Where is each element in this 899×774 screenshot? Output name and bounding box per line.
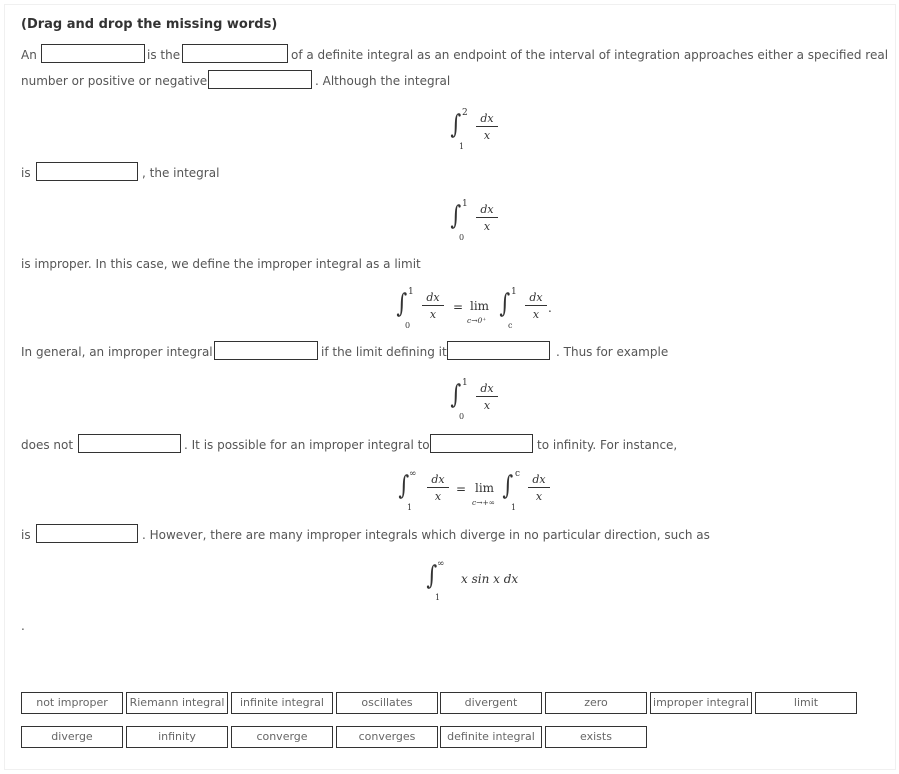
formula-integral-0-1: ∫ 1 0 $\frac{dx}{x}$: [449, 199, 509, 243]
formula-x-sin-x: ∫ ∞ 1 x sin x dx: [426, 559, 519, 602]
text-an: An: [21, 48, 37, 62]
text-in-general: In general, an improper integral: [21, 345, 213, 359]
formula-limit-definition: ∫ 1 0 $\frac{dx}{x}$ = lim c→0⁺ ∫ 1 c $\frac{dx}{x}$ .: [396, 287, 552, 330]
drop-box-6[interactable]: [447, 341, 550, 360]
formula-integral-0-1-example: ∫ 1 0 $\frac{dx}{x}$: [449, 378, 509, 422]
word-chip-diverge[interactable]: diverge: [21, 726, 123, 748]
word-chip-exists[interactable]: exists: [545, 726, 647, 748]
word-chip-converges[interactable]: converges: [336, 726, 438, 748]
drop-box-4[interactable]: [36, 162, 138, 181]
text-of-definite-integral: of a definite integral as an endpoint of the interval of integration approaches either a specified real: [291, 48, 889, 62]
word-chip-infinite-integral[interactable]: infinite integral: [231, 692, 333, 714]
word-chip-zero[interactable]: zero: [545, 692, 647, 714]
question-title: (Drag and drop the missing words): [21, 17, 278, 32]
text-is-the: is the: [147, 48, 181, 62]
word-chip-improper-integral[interactable]: improper integral: [650, 692, 752, 714]
text-trailing-period: .: [21, 619, 25, 633]
drop-box-3[interactable]: [208, 70, 312, 89]
text-although: . Although the integral: [315, 74, 451, 88]
text-the-integral: , the integral: [142, 166, 220, 180]
text-does-not: does not: [21, 438, 74, 452]
formula-infinite-limit: ∫ ∞ 1 $\frac{dx}{x}$ = lim c→+∞ ∫ c 1 $\frac{dx}{x}$: [397, 469, 567, 513]
text-is-2: is: [21, 528, 31, 542]
drop-box-7[interactable]: [78, 434, 181, 453]
text-is-improper: is improper. In this case, we define the improper integral as a limit: [21, 257, 421, 271]
word-chip-definite-integral[interactable]: definite integral: [440, 726, 542, 748]
drop-box-1[interactable]: [41, 44, 145, 63]
word-chip-divergent[interactable]: divergent: [440, 692, 542, 714]
text-thus-for-example: . Thus for example: [556, 345, 669, 359]
word-chip-limit[interactable]: limit: [755, 692, 857, 714]
word-chip-not-improper[interactable]: not improper: [21, 692, 123, 714]
word-chip-infinity[interactable]: infinity: [126, 726, 228, 748]
text-is-1: is: [21, 166, 31, 180]
formula-integral-1-2: ∫ 2 1 $\frac{dx}{x}$: [449, 108, 509, 152]
drop-box-8[interactable]: [430, 434, 533, 453]
drop-box-2[interactable]: [182, 44, 288, 63]
drop-box-9[interactable]: [36, 524, 138, 543]
text-number-or: number or positive or negative: [21, 74, 208, 88]
word-chip-converge[interactable]: converge: [231, 726, 333, 748]
text-if-the-limit: if the limit defining it: [321, 345, 447, 359]
drop-box-5[interactable]: [214, 341, 318, 360]
text-however: . However, there are many improper integrals which diverge in no particular direction, such as: [142, 528, 710, 542]
text-to-infinity: to infinity. For instance,: [537, 438, 678, 452]
word-chip-riemann-integral[interactable]: Riemann integral: [126, 692, 228, 714]
word-chip-oscillates[interactable]: oscillates: [336, 692, 438, 714]
text-it-is-possible: . It is possible for an improper integral to: [184, 438, 430, 452]
